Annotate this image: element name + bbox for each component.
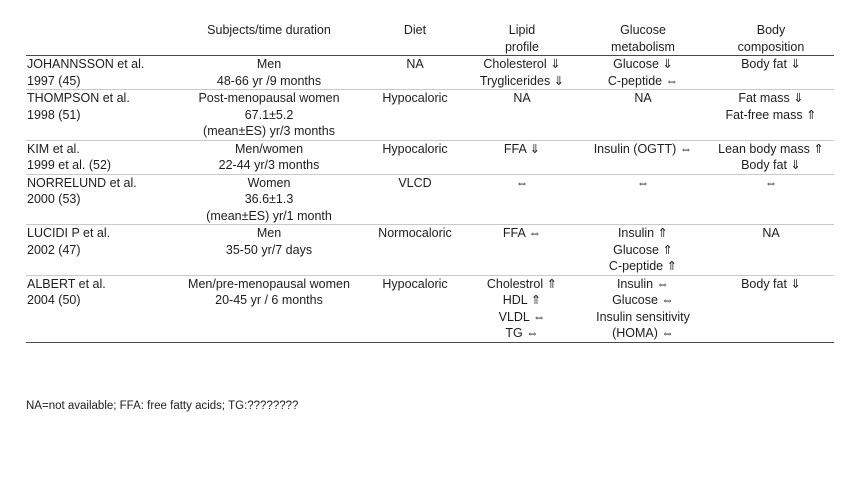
study-line: 2004 (50) <box>27 293 81 307</box>
column-header-subjects-line1: Subjects/time duration <box>207 23 331 37</box>
table-row <box>26 90 834 141</box>
glucose-line: (HOMA) ⇔ <box>612 326 674 340</box>
glucose-line: Glucose ⇓ <box>613 57 673 71</box>
glucose-line: Insulin ⇔ <box>616 276 670 291</box>
cell-body <box>708 275 834 342</box>
column-header-lipid-line2: profile <box>504 39 540 54</box>
cell-subjects <box>174 56 364 90</box>
cell-diet <box>364 140 466 174</box>
body-line: ⇔ <box>764 175 778 190</box>
lipid-line: ⇔ <box>515 175 529 190</box>
cell-study <box>26 275 174 342</box>
column-header-diet <box>364 22 466 56</box>
subjects-line: (mean±ES) yr/3 months <box>203 124 335 138</box>
study-line: 1999 et al. (52) <box>27 158 112 172</box>
cell-body <box>708 174 834 225</box>
study-line: 2000 (53) <box>27 192 81 206</box>
glucose-line: NA <box>634 91 652 105</box>
study-line: KIM et al. <box>27 141 80 156</box>
subjects-line: 36.6±1.3 <box>244 192 294 206</box>
cell-diet <box>364 174 466 225</box>
glucose-line: C-peptide ⇑ <box>608 259 678 273</box>
glucose-line: Insulin (OGTT) ⇔ <box>593 141 693 156</box>
body-line: Lean body mass ⇑ <box>718 141 824 156</box>
diet-line: NA <box>406 57 424 71</box>
study-line: ALBERT et al. <box>27 276 106 291</box>
table-row <box>26 225 834 276</box>
body-line: Fat-free mass ⇑ <box>725 107 817 122</box>
cell-body <box>708 225 834 276</box>
cell-study <box>26 174 174 225</box>
column-header-body-line2: composition <box>737 39 805 54</box>
diet-line: VLCD <box>398 175 432 190</box>
lipid-line: TG ⇔ <box>505 326 539 340</box>
glucose-line: Insulin sensitivity <box>596 309 690 324</box>
table-row <box>26 56 834 90</box>
glucose-line: ⇔ <box>636 175 650 190</box>
lipid-line: VLDL ⇔ <box>498 309 546 324</box>
cell-glucose <box>578 174 708 225</box>
column-header-body-composition <box>708 22 834 56</box>
subjects-line: 35-50 yr/7 days <box>225 242 313 257</box>
table-row <box>26 140 834 174</box>
glucose-line: Glucose ⇔ <box>612 293 674 307</box>
lipid-line: Cholesterol ⇓ <box>483 57 561 71</box>
subjects-line: 67.1±5.2 <box>244 107 294 122</box>
lipid-line: FFA ⇓ <box>503 141 541 156</box>
cell-diet <box>364 56 466 90</box>
cell-body <box>708 56 834 90</box>
table-header-row <box>26 22 834 56</box>
subjects-line: 48-66 yr /9 months <box>216 73 322 88</box>
column-header-diet-line1: Diet <box>403 23 427 37</box>
table-row <box>26 174 834 225</box>
column-header-glucose-line1: Glucose <box>620 23 666 37</box>
cell-lipid <box>466 225 578 276</box>
body-line: Fat mass ⇓ <box>738 91 804 105</box>
cell-glucose <box>578 90 708 141</box>
cell-study <box>26 225 174 276</box>
column-header-glucose-metabolism <box>578 22 708 56</box>
cell-diet <box>364 225 466 276</box>
table-row <box>26 275 834 342</box>
cell-lipid <box>466 90 578 141</box>
study-line: 1997 (45) <box>27 73 81 88</box>
cell-body <box>708 90 834 141</box>
diet-line: Hypocaloric <box>382 276 448 291</box>
subjects-line: Men/women <box>234 141 304 156</box>
lipid-line: Tryglicerides ⇓ <box>479 73 565 88</box>
lipid-line: HDL ⇑ <box>502 293 542 307</box>
cell-glucose <box>578 140 708 174</box>
cell-body <box>708 140 834 174</box>
cell-lipid <box>466 56 578 90</box>
subjects-line: Men <box>256 226 282 240</box>
cell-diet <box>364 90 466 141</box>
study-line: LUCIDI P et al. <box>27 226 111 240</box>
cell-glucose <box>578 225 708 276</box>
subjects-line: Post-menopausal women <box>198 91 340 105</box>
subjects-line: 22-44 yr/3 months <box>218 158 320 172</box>
body-line: Body fat ⇓ <box>741 57 801 71</box>
cell-lipid <box>466 174 578 225</box>
cell-lipid <box>466 140 578 174</box>
diet-line: Hypocaloric <box>382 141 448 156</box>
column-header-subjects <box>174 22 364 56</box>
glucose-line: C-peptide ⇔ <box>607 73 679 88</box>
body-line: Body fat ⇓ <box>741 158 801 172</box>
cell-subjects <box>174 140 364 174</box>
cell-lipid <box>466 275 578 342</box>
glucose-line: Glucose ⇑ <box>613 242 673 257</box>
column-header-glucose-line2: metabolism <box>611 39 675 54</box>
diet-line: Hypocaloric <box>382 91 448 105</box>
column-header-lipid-line1: Lipid <box>508 23 536 37</box>
subjects-line: (mean±ES) yr/1 month <box>206 208 332 223</box>
lipid-line: FFA ⇔ <box>502 226 542 240</box>
study-line: 1998 (51) <box>27 107 81 122</box>
column-header-lipid-profile <box>466 22 578 56</box>
subjects-line: Men/pre-menopausal women <box>188 276 350 291</box>
study-line: NORRELUND et al. <box>27 175 137 190</box>
cell-glucose <box>578 56 708 90</box>
studies-table <box>26 22 834 343</box>
study-line: 2002 (47) <box>27 242 81 257</box>
cell-study <box>26 56 174 90</box>
cell-subjects <box>174 225 364 276</box>
glucose-line: Insulin ⇑ <box>617 226 669 240</box>
subjects-line: 20-45 yr / 6 months <box>215 293 323 307</box>
table-head <box>26 22 834 56</box>
diet-line: Normocaloric <box>378 226 452 240</box>
study-line: THOMPSON et al. <box>27 91 130 105</box>
table-body <box>26 56 834 343</box>
body-line: NA <box>762 226 780 240</box>
cell-subjects <box>174 275 364 342</box>
lipid-line: Cholestrol ⇑ <box>486 276 558 291</box>
column-header-body-line1: Body <box>756 23 786 37</box>
study-line: JOHANNSSON et al. <box>27 57 145 71</box>
subjects-line: Men <box>256 57 282 71</box>
subjects-line: Women <box>247 175 291 190</box>
table-footnote: NA=not available; FFA: free fatty acids; TG:???????? <box>26 400 299 412</box>
cell-study <box>26 140 174 174</box>
cell-diet <box>364 275 466 342</box>
body-line: Body fat ⇓ <box>741 276 801 291</box>
column-header-study <box>26 22 174 56</box>
cell-study <box>26 90 174 141</box>
lipid-line: NA <box>513 91 531 105</box>
cell-glucose <box>578 275 708 342</box>
cell-subjects <box>174 174 364 225</box>
cell-subjects <box>174 90 364 141</box>
